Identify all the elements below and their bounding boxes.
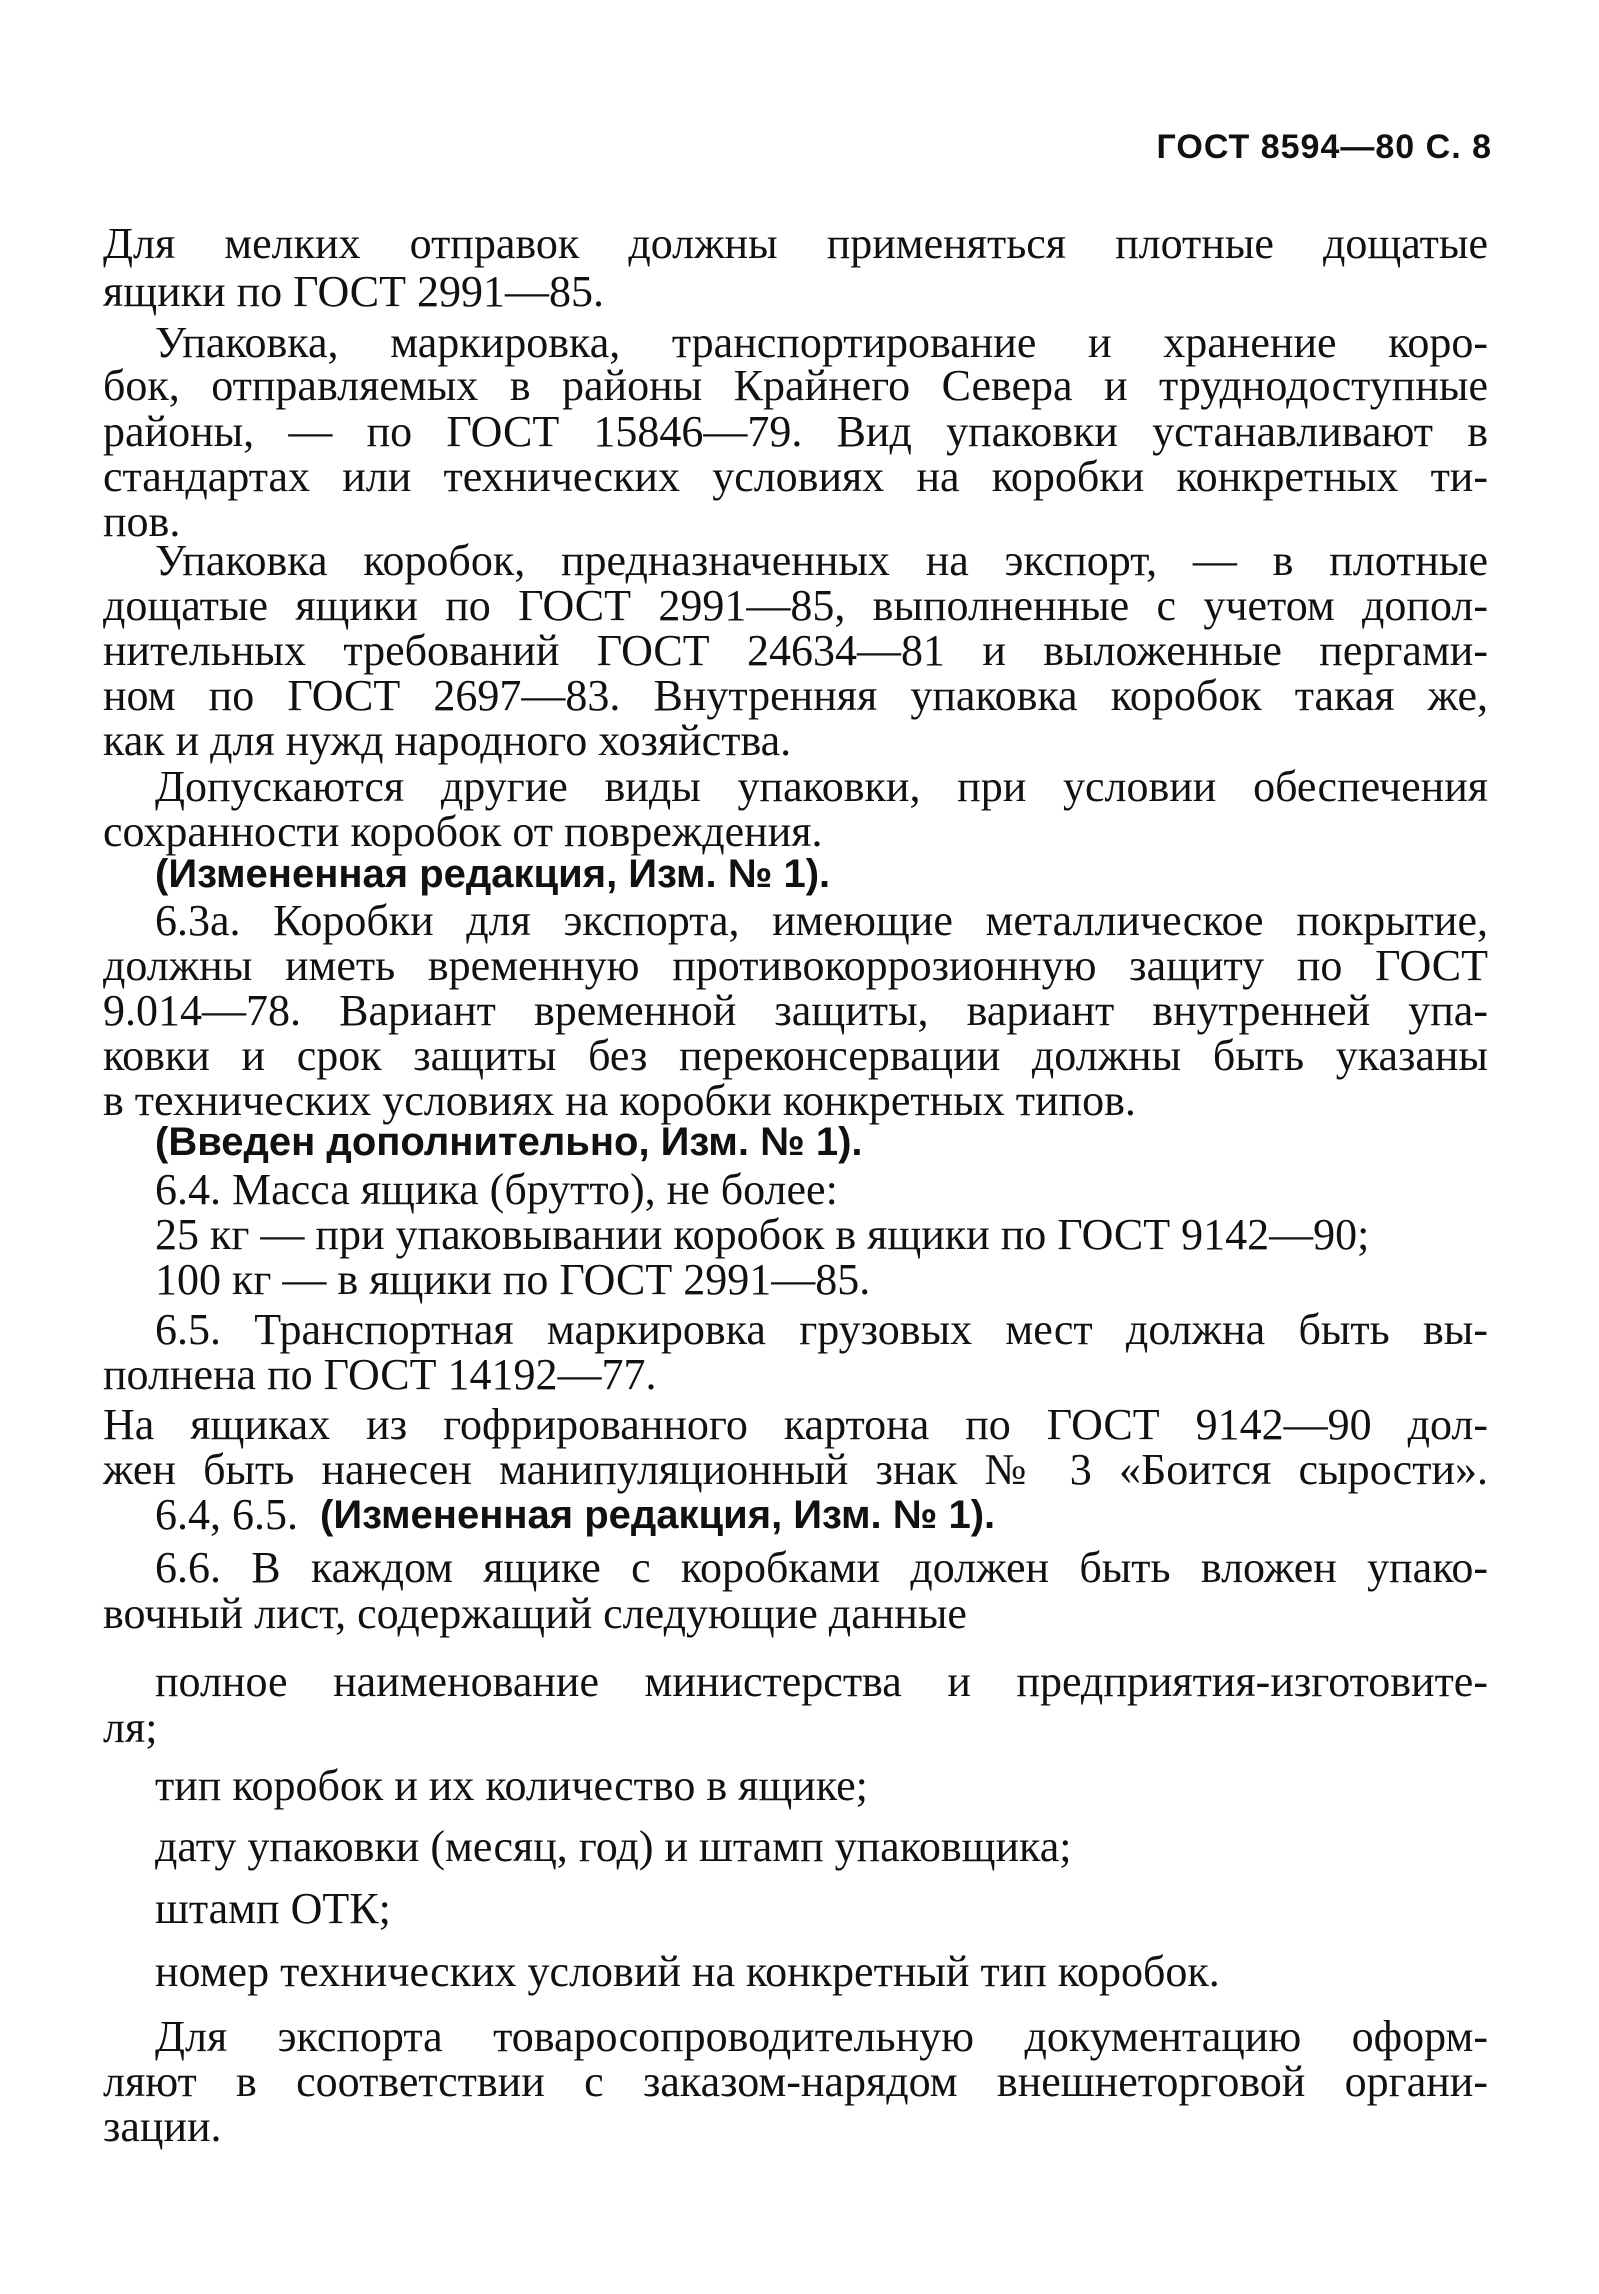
amendment-note: (Измененная редакция, Изм. № 1). <box>155 852 831 896</box>
list-item: номер технических условий на конкретный тип коробок. <box>155 1947 1220 1996</box>
text-line: 100 кг — в ящики по ГОСТ 2991—85. <box>155 1255 871 1304</box>
text-line: 6.3а. Коробки для экспорта, имеющие металлическое покрытие, <box>155 896 1488 945</box>
text-line: ящики по ГОСТ 2991—85. <box>103 267 605 316</box>
amendment-note: (Введен дополнительно, Изм. № 1). <box>155 1120 863 1164</box>
page-header: ГОСТ 8594—80 С. 8 <box>1156 128 1492 166</box>
text-line: Для экспорта товаросопроводительную документацию оформ- <box>155 2012 1488 2061</box>
text-line: как и для нужд народного хозяйства. <box>103 716 792 765</box>
list-item: полное наименование министерства и предприятия-изготовите- <box>155 1657 1488 1706</box>
text-line: вочный лист, содержащий следующие данные <box>103 1589 967 1638</box>
text-line: районы, — по ГОСТ 15846—79. Вид упаковки устанавливают в <box>103 407 1488 456</box>
text-line: должны иметь временную противокоррозионную защиту по ГОСТ <box>103 941 1488 990</box>
text-line: ном по ГОСТ 2697—83. Внутренняя упаковка коробок такая же, <box>103 671 1488 720</box>
list-item: штамп ОТК; <box>155 1884 391 1933</box>
text-line: в технических условиях на коробки конкретных типов. <box>103 1076 1136 1125</box>
text-line: 6.6. В каждом ящике с коробками должен быть вложен упако- <box>155 1543 1488 1592</box>
text-line: дощатые ящики по ГОСТ 2991—85, выполненные с учетом допол- <box>103 581 1488 630</box>
text-line: ляют в соответствии с заказом-нарядом внешнеторговой органи- <box>103 2057 1488 2106</box>
text-line: бок, отправляемых в районы Крайнего Севера и труднодоступные <box>103 361 1488 410</box>
text-line: Упаковка коробок, предназначенных на экспорт, — в плотные <box>155 536 1488 585</box>
text-line: стандартах или технических условиях на коробки конкретных ти- <box>103 452 1488 501</box>
list-item: тип коробок и их количество в ящике; <box>155 1761 868 1810</box>
text-line: Для мелких отправок должны применяться плотные дощатые <box>103 219 1488 268</box>
amendment-note: (Измененная редакция, Изм. № 1). <box>320 1493 996 1537</box>
text-line: жен быть нанесен манипуляционный знак № 3 «Боится сырости». <box>103 1445 1488 1494</box>
text-line: зации. <box>103 2102 222 2151</box>
text-line: 6.4. Масса ящика (брутто), не более: <box>155 1165 838 1214</box>
text-line: нительных требований ГОСТ 24634—81 и выложенные пергами- <box>103 626 1488 675</box>
text-line: 9.014—78. Вариант временной защиты, вариант внутренней упа- <box>103 986 1488 1035</box>
list-item: ля; <box>103 1703 158 1752</box>
text-line: 6.4, 6.5. <box>155 1490 298 1539</box>
text-line: полнена по ГОСТ 14192—77. <box>103 1350 657 1399</box>
text-line: сохранности коробок от повреждения. <box>103 807 823 856</box>
text-line: Упаковка, маркировка, транспортирование и хранение коро- <box>155 318 1488 367</box>
text-line: 25 кг — при упаковывании коробок в ящики по ГОСТ 9142—90; <box>155 1210 1370 1259</box>
text-line: На ящиках из гофрированного картона по ГОСТ 9142—90 дол- <box>103 1400 1488 1449</box>
text-line: 6.5. Транспортная маркировка грузовых мест должна быть вы- <box>155 1305 1488 1354</box>
text-line: ковки и срок защиты без переконсервации должны быть указаны <box>103 1031 1488 1080</box>
list-item: дату упаковки (месяц, год) и штамп упаковщика; <box>155 1822 1072 1871</box>
text-line: Допускаются другие виды упаковки, при условии обеспечения <box>155 762 1488 811</box>
text-line: пов. <box>103 497 181 546</box>
